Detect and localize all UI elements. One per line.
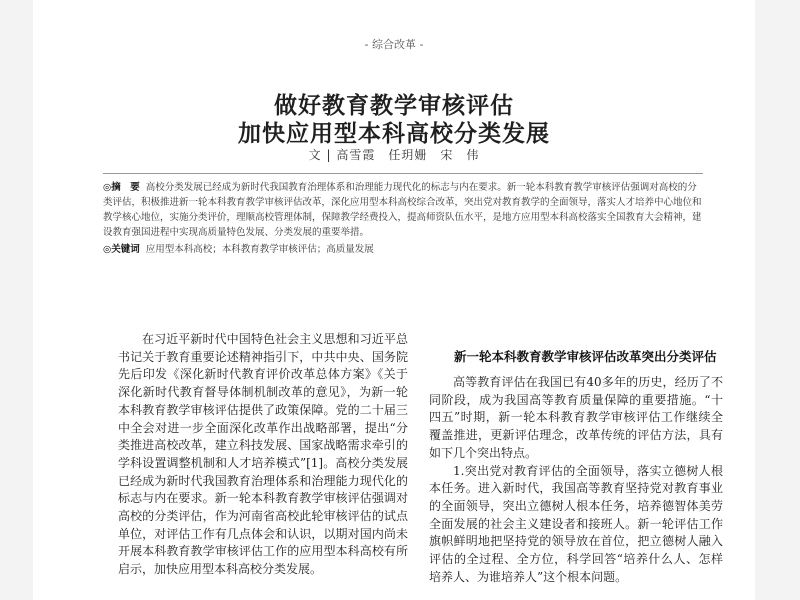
keywords-paragraph	[103, 242, 703, 257]
section-tag: - 综合改革 -	[364, 38, 424, 51]
abstract-text: 高校分类发展已经成为新时代我国教育治理体系和治理能力现代化的标志与内在要求。新一轮本科教育教学审核评估强调对高校的分类评估，积极推进新一轮本科教育教学审核评估改革，深化应用型本科高校综合改革，突出党对教育教学的全面领导，落实人才培养中心地位和教学核心地位，实施分类评价，理顺高校管理体制，保障教学经费投入，提高师资队伍水平，是地方应用型本科高校落实全国教育大会精神，建设教育强国进程中实现高质量特色发展、分类发展的重要举措。	[103, 182, 702, 238]
section-paragraph-1: 高等教育评估在我国已有40多年的历史，经历了不同阶段，成为我国高等教育质量保障的重要措施。“十四五”时期，新一轮本科教育教学审核评估工作继续全覆盖推进，更新评估理念，改革传统的评估方法，具有如下几个突出特点。	[429, 375, 723, 460]
abstract-paragraph	[103, 180, 703, 240]
body-column-right	[429, 348, 723, 586]
article-title-line-1: 做好教育教学审核评估	[274, 92, 514, 119]
intro-paragraph: 在习近平新时代中国特色社会主义思想和习近平总书记关于教育重要论述精神指引下，中共中央、国务院先后印发《深化新时代教育评价改革总体方案》《关于深化新时代教育督导体制机制改革的意见》，为新一轮本科教育教学审核评估提供了政策保障。党的二十届三中全会对进一步全面深化改革作出战略部署，提出“分类推进高校改革，建立科技发展、国家战略需求牵引的学科设置调整机制和人才培养模式”[1]。高校分类发展已经成为新时代我国教育治理体系和治理能力现代化的标志与内在要求。新一轮本科教育教学审核评估强调对高校的分类评估，作为河南省高校此轮审核评估的试点单位，对评估工作有几点体会和认识，以期对国内尚未开展本科教育教学审核评估工作的应用型本科高校有所启示，加快应用型本科高校分类发展。	[118, 332, 408, 577]
keywords-text: 应用型本科高校；本科教育教学审核评估；高质量发展	[145, 244, 374, 255]
article-title-line-2: 加快应用型本科高校分类发展	[238, 120, 550, 147]
keywords-label: ◎关键词	[103, 244, 140, 255]
section-paragraph-2: 1.突出党对教育评估的全面领导，落实立德树人根本任务。进入新时代，我国高等教育坚持党对教育事业的全面领导，突出立德树人根本任务，培养德智体美劳全面发展的社会主义建设者和接班人。新一轮评估工作旗帜鲜明地把坚持党的领导放在首位，把立德树人融入评估的全过程、全方位，科学回答“培养什么人、怎样培养人、为谁培养人”这个根本问题。	[429, 463, 723, 584]
abstract-block	[103, 180, 703, 257]
journal-page	[33, 0, 755, 600]
author-byline: 文 | 高雪霞 任玥姗 宋 伟	[308, 148, 480, 162]
body-column-left	[118, 331, 408, 579]
abstract-label: ◎摘 要	[103, 182, 140, 193]
abstract-top-divider	[103, 173, 703, 174]
section-heading: 新一轮本科教育教学审核评估改革突出分类评估	[454, 349, 717, 364]
